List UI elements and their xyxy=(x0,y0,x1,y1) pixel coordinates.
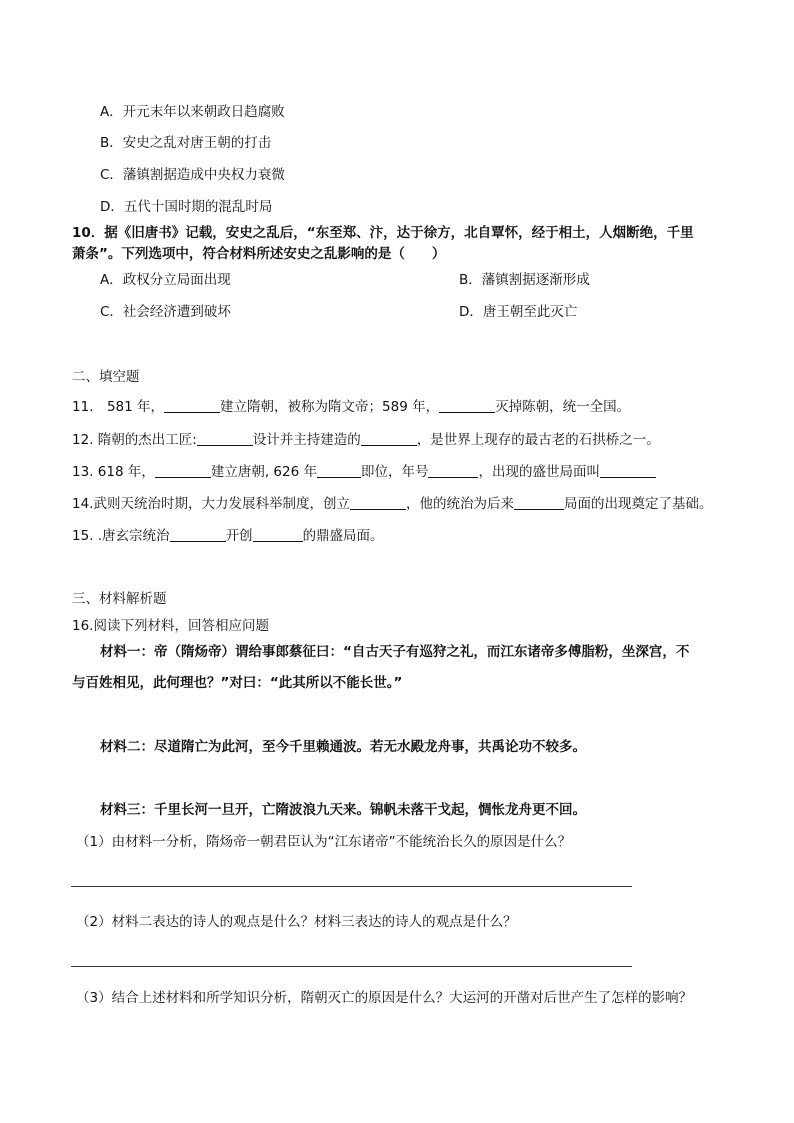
q15-blank-1[interactable] xyxy=(170,528,226,542)
q12-blank-1[interactable] xyxy=(197,432,253,446)
q13-blank-2[interactable] xyxy=(317,464,361,478)
q14: 14.武则天统治时期，大力发展科举制度，创立 ，他的统治为后来 局面的出现奠定了基础。 xyxy=(72,496,713,512)
q10-stem-line2: 萧条”。下列选项中，符合材料所述安史之乱影响的是（ ） xyxy=(72,246,446,262)
q16-sub-3: （3）结合上述材料和所学知识分析，隋朝灭亡的原因是什么？大运河的开凿对后世产生了怎样的影响？ xyxy=(76,990,693,1006)
q13: 13. 618 年， 建立唐朝, 626 年 即位，年号 ，出现的盛世局面叫 xyxy=(72,463,656,481)
q10-option-d: D．唐王朝至此灭亡 xyxy=(459,304,578,320)
q13-blank-3[interactable] xyxy=(428,464,478,478)
section2-heading: 二、填空题 xyxy=(72,369,140,385)
q14-blank-2[interactable] xyxy=(514,496,564,510)
q15-blank-2[interactable] xyxy=(253,528,303,542)
q14-blank-1[interactable] xyxy=(350,496,406,510)
q9-option-a: A．开元末年以来朝政日趋腐败 xyxy=(100,104,285,120)
section3-heading: 三、材料解析题 xyxy=(72,591,167,607)
material-1-line2: 与百姓相见，此何理也？”对曰：“此其所以不能长世。” xyxy=(72,675,403,691)
q9-option-d: D．五代十国时期的混乱时局 xyxy=(100,199,273,215)
q16-sub-2: （2）材料二表达的诗人的观点是什么？材料三表达的诗人的观点是什么？ xyxy=(76,914,517,930)
q10-option-b: B．藩镇割据逐渐形成 xyxy=(459,272,590,288)
q11-blank-1[interactable] xyxy=(164,399,220,413)
q11: 11. 581 年， 建立隋朝，被称为隋文帝；589 年， 灭掉陈朝，统一全国。 xyxy=(72,399,631,415)
material-3: 材料三：千里长河一旦开，亡隋波浪九天来。锦帆未落干戈起，惆怅龙舟更不回。 xyxy=(100,802,586,818)
q13-blank-1[interactable] xyxy=(155,464,211,478)
q10-option-c: C．社会经济遭到破坏 xyxy=(100,304,231,320)
q12: 12. 隋朝的杰出工匠: 设计并主持建造的 ，是世界上现存的最古老的石拱桥之一。 xyxy=(72,432,660,448)
q11-blank-2[interactable] xyxy=(439,399,495,413)
q13-blank-4[interactable] xyxy=(600,464,656,478)
q16-sub-1: （1）由材料一分析，隋炀帝一朝君臣认为“江东诸帝”不能统治长久的原因是什么？ xyxy=(76,834,572,850)
material-2: 材料二：尽道隋亡为此河，至今千里赖通波。若无水殿龙舟事，共禹论功不较多。 xyxy=(100,739,586,755)
answer-line-2[interactable] xyxy=(71,966,632,967)
q16-intro: 16.阅读下列材料，回答相应问题 xyxy=(72,618,269,634)
q10-option-a: A．政权分立局面出现 xyxy=(100,272,231,288)
material-1-line1: 材料一：帝（隋炀帝）谓给事郎蔡征曰：“自古天子有巡狩之礼，而江东诸帝多傅脂粉，坐深宫，不 xyxy=(100,644,690,660)
q9-option-c: C．藩镇割据造成中央权力衰微 xyxy=(100,167,285,183)
q12-blank-2[interactable] xyxy=(361,432,417,446)
q9-option-b: B．安史之乱对唐王朝的打击 xyxy=(100,135,272,151)
q10-stem-line1: 10．据《旧唐书》记载，安史之乱后，“东至郑、汴，达于徐方，北自覃怀，经于相土，人烟断绝，千里 xyxy=(72,225,694,241)
answer-line-1[interactable] xyxy=(71,886,632,887)
q15: 15. .唐玄宗统治 开创 的鼎盛局面。 xyxy=(72,528,384,544)
